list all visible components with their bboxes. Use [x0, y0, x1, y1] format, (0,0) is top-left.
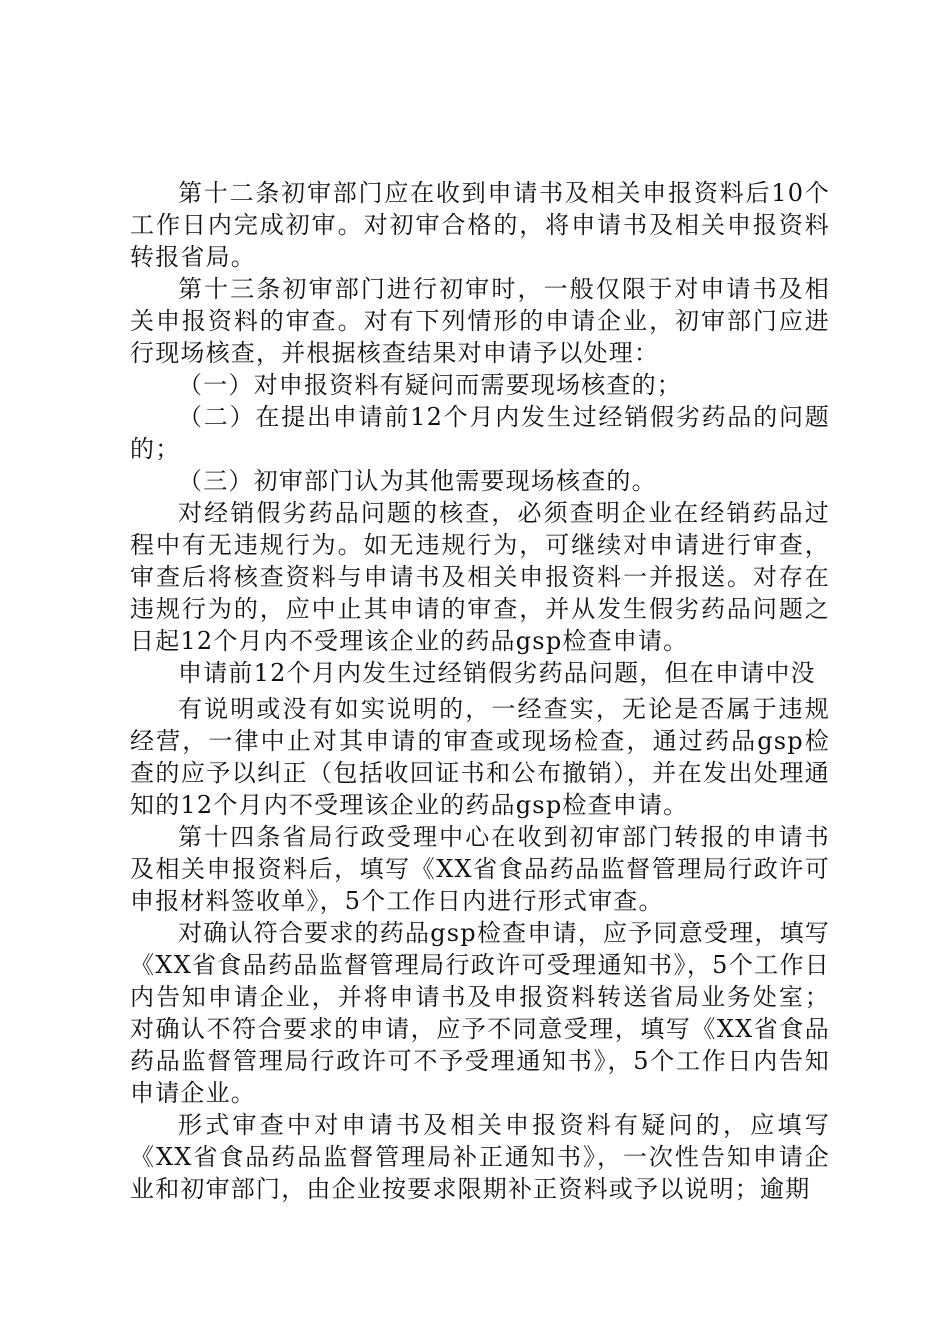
correction-paragraph: 形式审查中对申请书及相关申报资料有疑问的，应填写《XX省食品药品监督管理局补正通知书》，一次性告知申请企业和初审部门，由企业按要求限期补正资料或予以说明；逾期 [130, 1111, 830, 1203]
prior-violation-paragraph-continued: 有说明或没有如实说明的，一经查实，无论是否属于违规经营，一律中止对其申请的审查或现场检查，通过药品gsp检查的应予以纠正（包括收回证书和公布撤销），并在发出处理通知的12个月内不受理该企业的药品gsp检查申请。 [130, 695, 830, 819]
list-item-1: （一）对申报资料有疑问而需要现场核查的； [178, 371, 682, 399]
text-block-lower [130, 693, 830, 1205]
text-block-upper [130, 177, 830, 689]
article-14-paragraph: 第十四条省局行政受理中心在收到初审部门转报的申请书及相关申报资料后，填写《XX省食品药品监督管理局行政许可申报材料签收单》，5个工作日内进行形式审查。 [130, 823, 830, 915]
prior-violation-paragraph-start: 申请前12个月内发生过经销假劣药品问题，但在申请中没 [178, 659, 816, 687]
acceptance-paragraph: 对确认符合要求的药品gsp检查申请，应予同意受理，填写《XX省食品药品监督管理局行政许可受理通知书》，5个工作日内告知申请企业，并将申请书及申报资料转送省局业务处室；对确认不符合要求的申请，应予不同意受理，填写《XX省食品药品监督管理局行政许可不予受理通知书》，5个工作日内告知申请企业。 [130, 919, 830, 1107]
list-item-2: （二）在提出申请前12个月内发生过经销假劣药品的问题的； [130, 403, 830, 463]
verification-paragraph: 对经销假劣药品问题的核查，必须查明企业在经销药品过程中有无违规行为。如无违规行为，可继续对申请进行审查，审查后将核查资料与申请书及相关申报资料一并报送。对存在违规行为的，应中止其申请的审查，并从发生假劣药品问题之日起12个月内不受理该企业的药品gsp检查申请。 [130, 499, 830, 655]
article-13-paragraph: 第十三条初审部门进行初审时，一般仅限于对申请书及相关申报资料的审查。对有下列情形的申请企业，初审部门应进行现场核查，并根据核查结果对申请予以处理： [130, 275, 830, 367]
list-item-3: （三）初审部门认为其他需要现场核查的。 [178, 467, 657, 495]
article-12-paragraph: 第十二条初审部门应在收到申请书及相关申报资料后10个工作日内完成初审。对初审合格的，将申请书及相关申报资料转报省局。 [130, 179, 830, 271]
